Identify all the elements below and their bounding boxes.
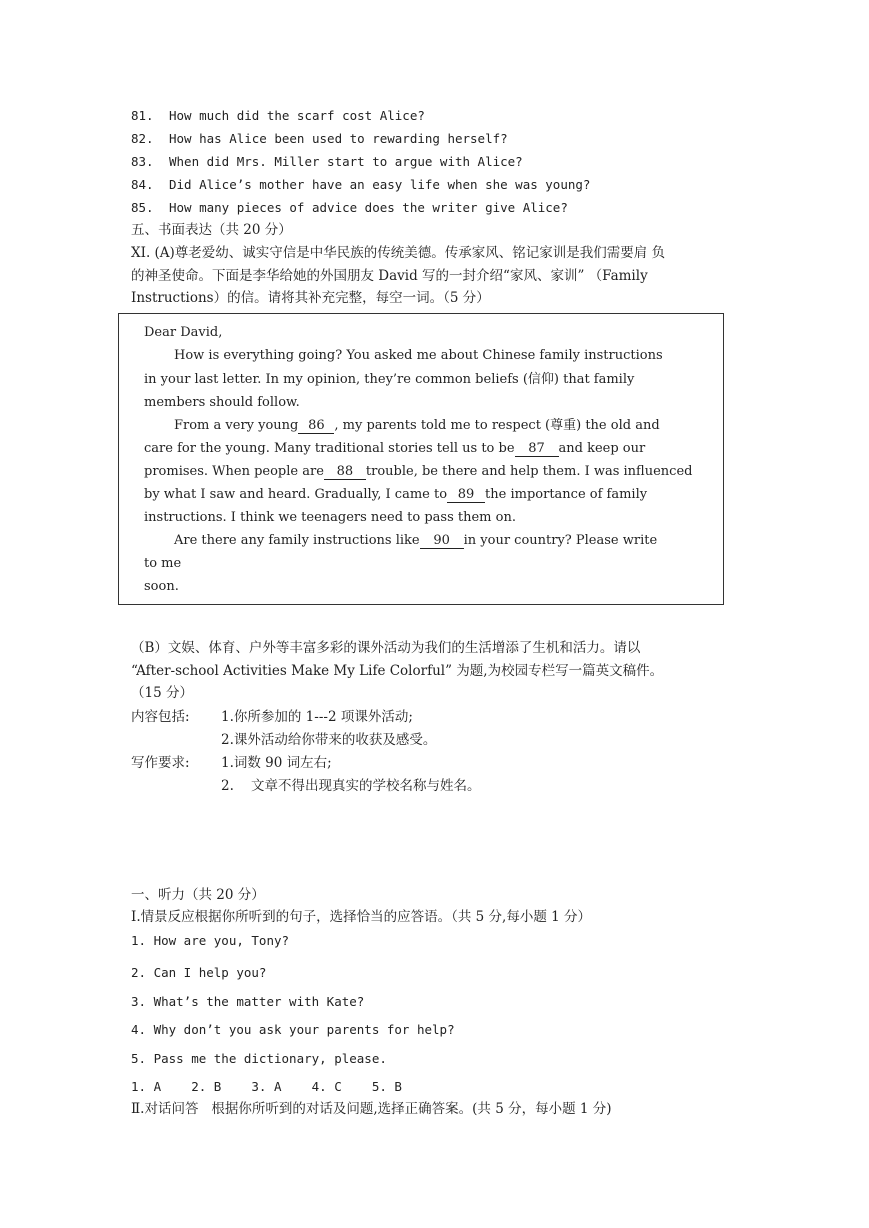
partb-line: （B）文娱、体育、户外等丰富多彩的课外活动为我们的生活增添了生机和活力。请以	[131, 640, 641, 656]
question-81: 81. How much did the scarf cost Alice?	[131, 108, 425, 123]
letter-line: to me	[144, 556, 182, 571]
question-84: 84. Did Alice’s mother have an easy life when she was young?	[131, 177, 591, 192]
letter-greeting: Dear David,	[144, 325, 223, 340]
listening-item: 3. What’s the matter with Kate?	[131, 994, 365, 1009]
blank-89[interactable]: 89	[447, 488, 485, 503]
partb-line: “After-school Activities Make My Life Colorful” 为题,为校园专栏写一篇英文稿件。	[131, 663, 664, 679]
letter-box	[118, 313, 724, 605]
question-85: 85. How many pieces of advice does the writer give Alice?	[131, 200, 568, 215]
letter-line: promises. When people are 88 trouble, be there and help them. I was influenced	[144, 464, 693, 479]
letter-line: instructions. I think we teenagers need to pass them on.	[144, 510, 516, 525]
listening-part1: I.情景反应根据你所听到的句子，选择恰当的应答语。（共 5 分,每小题 1 分）	[131, 909, 592, 925]
listening-item: 2. Can I help you?	[131, 965, 267, 980]
letter-line: care for the young. Many traditional stories tell us to be 87 and keep our	[144, 441, 646, 456]
listening-answers: 1. A 2. B 3. A 4. C 5. B	[131, 1079, 402, 1094]
question-82: 82. How has Alice been used to rewarding herself?	[131, 131, 508, 146]
letter-line: How is everything going? You asked me about Chinese family instructions	[174, 348, 663, 363]
listening-part2: Ⅱ.对话问答 根据你所听到的对话及问题,选择正确答案。(共 5 分，每小题 1 分)	[131, 1101, 612, 1117]
writing-requirement: 写作要求: 1.词数 90 词左右;	[131, 755, 332, 771]
letter-line: From a very young 86 , my parents told me to respect (尊重) the old and	[174, 418, 660, 433]
xi-intro-line: XI. (A)尊老爱幼、诚实守信是中华民族的传统美德。传承家风、铭记家训是我们需要肩 负	[131, 245, 666, 261]
blank-87[interactable]: 87	[515, 442, 559, 457]
listening-item: 1. How are you, Tony?	[131, 933, 290, 948]
question-83: 83. When did Mrs. Miller start to argue with Alice?	[131, 154, 523, 169]
letter-line: Are there any family instructions like 90 in your country? Please write	[174, 533, 658, 548]
listening-item: 4. Why don’t you ask your parents for help?	[131, 1022, 455, 1037]
section-title: 五、书面表达（共 20 分）	[131, 222, 292, 238]
letter-line: members should follow.	[144, 395, 300, 410]
partb-line: （15 分）	[131, 685, 193, 701]
content-requirement: 内容包括: 1.你所参加的 1---2 项课外活动;	[131, 709, 413, 725]
writing-requirement: 2. 文章不得出现真实的学校名称与姓名。	[221, 778, 481, 794]
letter-line: by what I saw and heard. Gradually, I came to 89 the importance of family	[144, 487, 648, 502]
xi-intro-line: 的神圣使命。下面是李华给她的外国朋友 David 写的一封介绍“家风、家训” （Family	[131, 268, 648, 284]
blank-86[interactable]: 86	[298, 419, 334, 434]
listening-title: 一、听力（共 20 分）	[131, 887, 265, 903]
letter-line: in your last letter. In my opinion, they’re common beliefs (信仰) that family	[144, 372, 635, 387]
blank-88[interactable]: 88	[324, 465, 366, 480]
xi-intro-line: Instructions）的信。请将其补充完整，每空一词。（5 分）	[131, 290, 490, 306]
content-requirement: 2.课外活动给你带来的收获及感受。	[221, 732, 437, 748]
letter-line: soon.	[144, 579, 179, 594]
listening-item: 5. Pass me the dictionary, please.	[131, 1051, 387, 1066]
blank-90[interactable]: 90	[420, 534, 464, 549]
